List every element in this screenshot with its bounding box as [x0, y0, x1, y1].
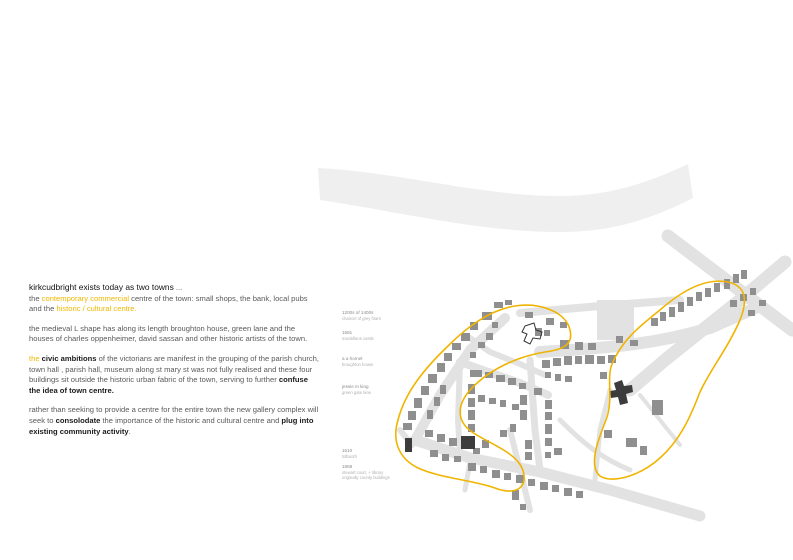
legend-date: 1200s of 1400s — [342, 310, 374, 315]
plug-in-emphasis: plug into existing community activity — [29, 415, 314, 436]
gallery-text: rather than seeking to provide a centre for the entire town the new gallery complex will seek to — [29, 405, 319, 425]
medieval-paragraph: the medieval L shape has along its length broughton house, green lane and the houses of charles oppenheimer, david sassan and other historic artists of the town. — [29, 323, 308, 344]
civic-paragraph — [29, 354, 319, 396]
civic-text: the — [29, 353, 42, 363]
consolodate-emphasis: consolodate — [55, 415, 101, 425]
legend-label: chancel of grey friars — [342, 316, 381, 321]
legend-label: tolbooth — [342, 454, 357, 459]
river — [318, 164, 693, 232]
harbour-square — [597, 300, 634, 340]
intro-dots: ... — [173, 283, 183, 292]
legend-date: jessie m king — [342, 384, 369, 389]
historic-highlight: historic / cultural centre. — [56, 304, 137, 314]
civic-text: of the victorians are manifest in the grouping of the parish church, town hall , parish hall, museum along st mary st was not fully realised and these four buildings sit outside the historic urban fabric of the town, serving to further — [29, 353, 319, 385]
gallery-text: the importance of the historic and cultural centre and — [100, 415, 282, 425]
intro-paragraph — [29, 282, 319, 315]
intro-lead: kirkcudbright exists today as two towns — [29, 282, 174, 292]
intro-text: centre of the town: small shops, the bank, local pubs and the — [29, 293, 308, 314]
legend-date: 1868 — [342, 464, 353, 469]
intro-text: the — [29, 293, 42, 303]
commercial-highlight: contemporary commercial — [41, 293, 130, 303]
gallery-text: . — [128, 426, 131, 436]
legend-label: originally county buildings — [342, 475, 390, 480]
legend-date: 1610 — [342, 448, 353, 453]
legend-label: broughton house — [342, 362, 374, 367]
legend-label: green gate lane — [342, 390, 372, 395]
legend-date: a a hornel — [342, 356, 363, 361]
confuse-emphasis: confuse the idea of town centre. — [29, 375, 309, 395]
legend-date: 1581 — [342, 330, 353, 335]
map-legend — [341, 310, 390, 480]
description-panel — [29, 282, 319, 446]
gallery-paragraph — [29, 405, 319, 437]
legend-label: stewart court, + library — [342, 470, 384, 475]
legend-label: maclellans castle — [342, 336, 374, 341]
civic-ambitions-emphasis: civic ambitions — [41, 353, 97, 363]
